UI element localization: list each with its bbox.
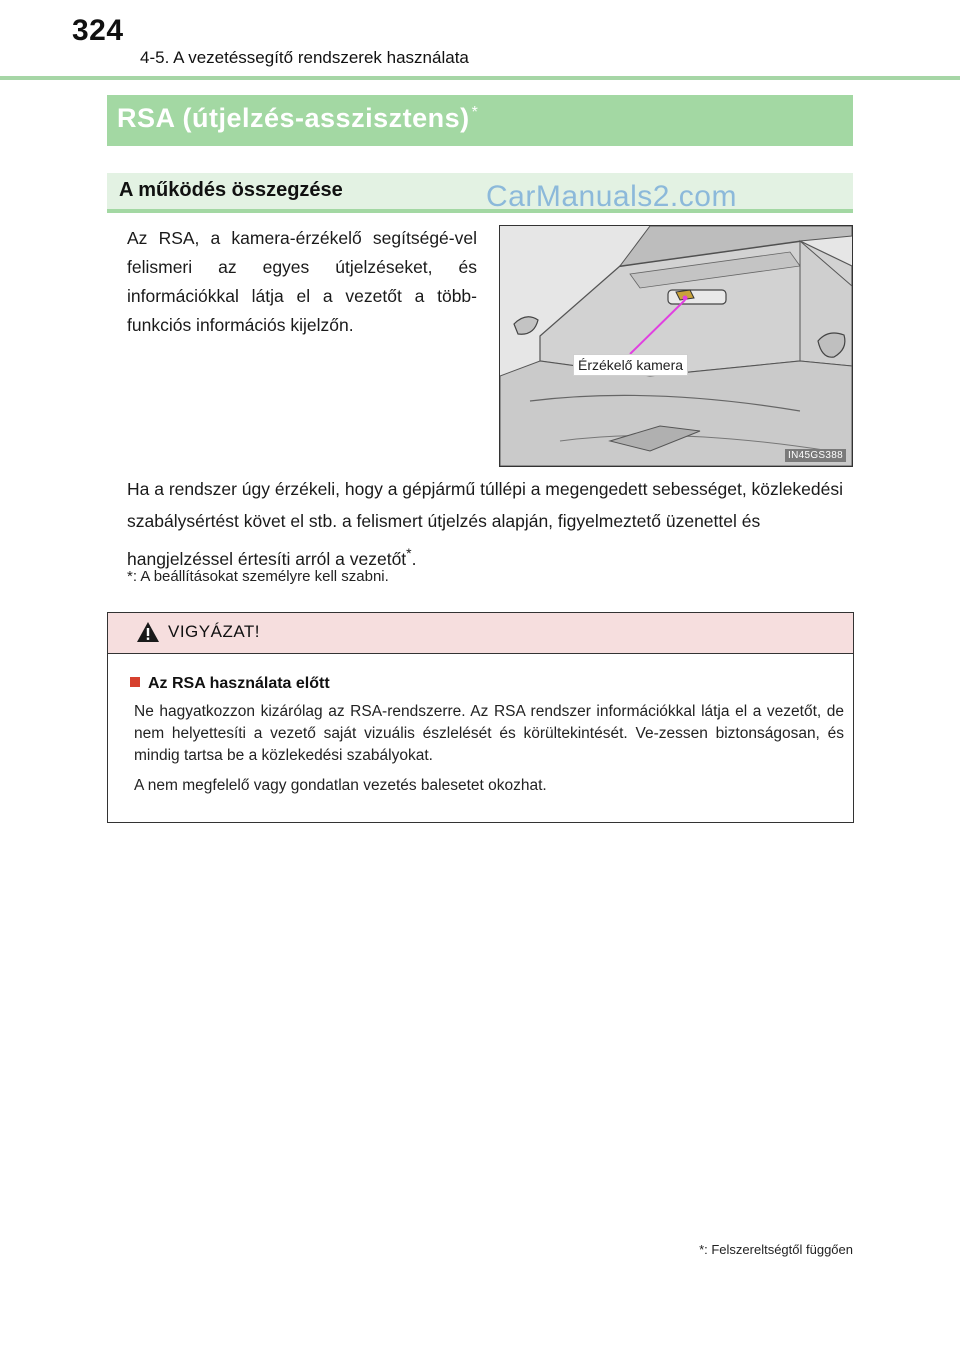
- car-drawing: [500, 226, 852, 466]
- section-banner: [107, 95, 853, 146]
- subsection-header: [107, 173, 853, 213]
- section-title-mark: *: [471, 104, 479, 121]
- watermark: CarManuals2.com: [486, 180, 737, 213]
- footnote-mark: *: [127, 568, 133, 585]
- availability-note: [699, 1242, 853, 1257]
- sensor-camera-label: Érzékelő kamera: [573, 354, 688, 376]
- chapter-title: 4-5. A vezetéssegítő rendszerek használata: [140, 48, 469, 67]
- warning-triangle-icon: [136, 621, 160, 643]
- footnote-text: : A beállításokat személyre kell szabni.: [132, 568, 389, 585]
- availability-note-text: : Felszereltségtől függően: [704, 1242, 853, 1257]
- page-number: 324: [72, 14, 124, 47]
- header-rule: [0, 76, 960, 80]
- warning-item-title: Az RSA használata előtt: [148, 675, 330, 692]
- body-paragraph-text: Ha a rendszer úgy érzékeli, hogy a gépjármű túllépi a megengedett sebességet, közlekedési szabálysértést követ el stb. a felismert útjelzés alapján, figyelmeztető üzenettel és hangjelzéssel értesíti arról a vezetőt: [127, 479, 843, 569]
- section-title-text: RSA (útjelzés-asszisztens): [117, 103, 470, 133]
- warning-paragraph-1: Ne hagyatkozzon kizárólag az RSA-rendszerre. Az RSA rendszer információkkal látja el a vezetőt, de nem helyettesíti a vezető saját vizuális észlelését és körültekintését. Ve-zessen biztonságosan, és mindig tartsa be a közlekedési szabályokat.: [134, 703, 844, 764]
- warning-box: [107, 612, 854, 823]
- body-paragraph-mark: *: [406, 545, 412, 561]
- footnote: [127, 568, 389, 585]
- intro-paragraph: Az RSA, a kamera-érzékelő segítségé-vel felismeri az egyes útjelzéseket, és információkkal látja el a vezetőt a több-funkciós információs kijelzőn.: [127, 228, 477, 335]
- section-title: [117, 103, 478, 134]
- availability-note-mark: *: [699, 1242, 705, 1257]
- warning-item-heading: [130, 675, 330, 693]
- subsection-title: A működés összegzése: [119, 179, 343, 201]
- body-paragraph-end: .: [411, 548, 417, 569]
- car-camera-illustration: [499, 225, 853, 467]
- warning-paragraph-2: A nem megfelelő vagy gondatlan vezetés balesetet okozhat.: [134, 777, 547, 794]
- figure-code: IN45GS388: [785, 449, 846, 462]
- body-paragraph: [127, 473, 853, 575]
- square-bullet-icon: [130, 677, 140, 687]
- warning-title: VIGYÁZAT!: [168, 622, 261, 641]
- warning-header: [108, 613, 853, 654]
